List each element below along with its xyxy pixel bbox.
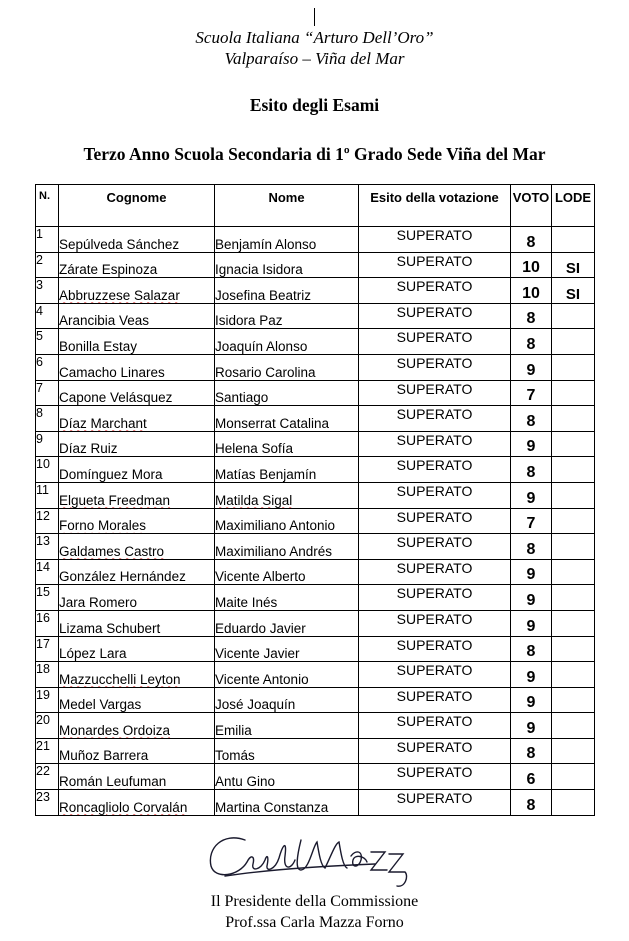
table-row: [36, 585, 595, 611]
voto-cell: 8: [511, 636, 552, 662]
esito-cell: SUPERATO: [359, 252, 511, 278]
lode-cell: [552, 713, 595, 739]
voto-cell: 10: [511, 278, 552, 304]
row-number: 13: [36, 534, 59, 560]
lode-cell: [552, 636, 595, 662]
table-row: [36, 559, 595, 585]
nome-cell: Vicente Javier: [215, 636, 359, 662]
nome-cell: Matilda Sigal: [215, 482, 359, 508]
row-number: 16: [36, 610, 59, 636]
voto-cell: 8: [511, 406, 552, 432]
table-row: [36, 380, 595, 406]
row-number: 1: [36, 227, 59, 253]
lode-cell: [552, 508, 595, 534]
row-number: 22: [36, 764, 59, 790]
cognome-cell: Camacho Linares: [59, 354, 215, 380]
table-row: [36, 713, 595, 739]
column-header-number: N.: [36, 185, 59, 227]
table-row: [36, 662, 595, 688]
row-number: 5: [36, 329, 59, 355]
nome-cell: Benjamín Alonso: [215, 227, 359, 253]
exam-title: Esito degli Esami: [249, 95, 380, 115]
cognome-cell: Zárate Espinoza: [59, 252, 215, 278]
voto-cell: 10: [511, 252, 552, 278]
cognome-cell: Román Leufuman: [59, 764, 215, 790]
column-header-voto: VOTO: [511, 185, 552, 227]
esito-cell: SUPERATO: [359, 508, 511, 534]
voto-cell: 8: [511, 457, 552, 483]
lode-cell: [552, 764, 595, 790]
table-row: [36, 508, 595, 534]
table-row: [36, 687, 595, 713]
voto-cell: 6: [511, 764, 552, 790]
table-row: [36, 764, 595, 790]
nome-cell: Rosario Carolina: [215, 354, 359, 380]
cognome-cell: Medel Vargas: [59, 687, 215, 713]
nome-cell: Santiago: [215, 380, 359, 406]
row-number: 21: [36, 738, 59, 764]
nome-cell: Emilia: [215, 713, 359, 739]
table-header-row: [36, 185, 595, 227]
nome-cell: Helena Sofía: [215, 431, 359, 457]
nome-cell: Isidora Paz: [215, 303, 359, 329]
cognome-cell: Díaz Ruiz: [59, 431, 215, 457]
school-name: Scuola Italiana “Arturo Dell’Oro”: [195, 28, 434, 47]
nome-cell: Martina Constanza: [215, 790, 359, 816]
nome-cell: Maximiliano Antonio: [215, 508, 359, 534]
nome-cell: Tomás: [215, 738, 359, 764]
esito-cell: SUPERATO: [359, 380, 511, 406]
nome-cell: Eduardo Javier: [215, 610, 359, 636]
lode-cell: [552, 687, 595, 713]
lode-cell: [552, 406, 595, 432]
nome-cell: Ignacia Isidora: [215, 252, 359, 278]
table-row: [36, 534, 595, 560]
cognome-cell: Domínguez Mora: [59, 457, 215, 483]
row-number: 3: [36, 278, 59, 304]
esito-cell: SUPERATO: [359, 559, 511, 585]
esito-cell: SUPERATO: [359, 227, 511, 253]
esito-cell: SUPERATO: [359, 303, 511, 329]
table-row: [36, 610, 595, 636]
table-row: [36, 354, 595, 380]
cognome-cell: López Lara: [59, 636, 215, 662]
esito-cell: SUPERATO: [359, 278, 511, 304]
esito-cell: SUPERATO: [359, 534, 511, 560]
text-cursor: [314, 8, 315, 26]
cognome-cell: Galdames Castro: [59, 534, 215, 560]
nome-cell: Maximiliano Andrés: [215, 534, 359, 560]
table-row: [36, 431, 595, 457]
column-header-cognome: Cognome: [59, 185, 215, 227]
results-table: [35, 184, 595, 816]
row-number: 7: [36, 380, 59, 406]
signature: [205, 826, 415, 896]
row-number: 10: [36, 457, 59, 483]
esito-cell: SUPERATO: [359, 662, 511, 688]
esito-cell: SUPERATO: [359, 354, 511, 380]
voto-cell: 7: [511, 380, 552, 406]
lode-cell: [552, 534, 595, 560]
nome-cell: José Joaquín: [215, 687, 359, 713]
lode-cell: [552, 610, 595, 636]
row-number: 17: [36, 636, 59, 662]
row-number: 20: [36, 713, 59, 739]
voto-cell: 9: [511, 687, 552, 713]
row-number: 18: [36, 662, 59, 688]
voto-cell: 8: [511, 303, 552, 329]
voto-cell: 8: [511, 738, 552, 764]
row-number: 6: [36, 354, 59, 380]
cognome-cell: Lizama Schubert: [59, 610, 215, 636]
row-number: 15: [36, 585, 59, 611]
table-row: [36, 303, 595, 329]
esito-cell: SUPERATO: [359, 610, 511, 636]
cognome-cell: González Hernández: [59, 559, 215, 585]
cognome-cell: Jara Romero: [59, 585, 215, 611]
lode-cell: [552, 790, 595, 816]
esito-cell: SUPERATO: [359, 482, 511, 508]
lode-cell: SI: [552, 252, 595, 278]
lode-cell: [552, 303, 595, 329]
cognome-cell: Sepúlveda Sánchez: [59, 227, 215, 253]
esito-cell: SUPERATO: [359, 406, 511, 432]
nome-cell: Joaquín Alonso: [215, 329, 359, 355]
president-name: Prof.ssa Carla Mazza Forno: [225, 914, 404, 931]
nome-cell: Matías Benjamín: [215, 457, 359, 483]
row-number: 12: [36, 508, 59, 534]
voto-cell: 8: [511, 329, 552, 355]
table-row: [36, 227, 595, 253]
nome-cell: Vicente Antonio: [215, 662, 359, 688]
column-header-nome: Nome: [215, 185, 359, 227]
cognome-cell: Monardes Ordoiza: [59, 713, 215, 739]
lode-cell: [552, 738, 595, 764]
table-row: [36, 738, 595, 764]
cognome-cell: Abbruzzese Salazar: [59, 278, 215, 304]
voto-cell: 9: [511, 559, 552, 585]
president-label: Il Presidente della Commissione: [210, 893, 419, 910]
esito-cell: SUPERATO: [359, 457, 511, 483]
cognome-cell: Mazzucchelli Leyton: [59, 662, 215, 688]
column-header-esito: Esito della votazione: [359, 185, 511, 227]
lode-cell: [552, 354, 595, 380]
lode-cell: [552, 585, 595, 611]
cognome-cell: Elgueta Freedman: [59, 482, 215, 508]
nome-cell: Monserrat Catalina: [215, 406, 359, 432]
cognome-cell: Forno Morales: [59, 508, 215, 534]
lode-cell: [552, 457, 595, 483]
lode-cell: [552, 380, 595, 406]
row-number: 2: [36, 252, 59, 278]
table-row: [36, 329, 595, 355]
esito-cell: SUPERATO: [359, 738, 511, 764]
lode-cell: [552, 227, 595, 253]
lode-cell: [552, 559, 595, 585]
lode-cell: [552, 662, 595, 688]
esito-cell: SUPERATO: [359, 329, 511, 355]
cognome-cell: Díaz Marchant: [59, 406, 215, 432]
lode-cell: [552, 482, 595, 508]
voto-cell: 9: [511, 482, 552, 508]
cognome-cell: Bonilla Estay: [59, 329, 215, 355]
voto-cell: 7: [511, 508, 552, 534]
esito-cell: SUPERATO: [359, 713, 511, 739]
voto-cell: 9: [511, 585, 552, 611]
lode-cell: [552, 329, 595, 355]
voto-cell: 9: [511, 662, 552, 688]
row-number: 8: [36, 406, 59, 432]
table-row: [36, 790, 595, 816]
row-number: 14: [36, 559, 59, 585]
table-row: [36, 457, 595, 483]
voto-cell: 9: [511, 354, 552, 380]
nome-cell: Josefina Beatriz: [215, 278, 359, 304]
voto-cell: 8: [511, 534, 552, 560]
table-row: [36, 252, 595, 278]
lode-cell: [552, 431, 595, 457]
voto-cell: 8: [511, 790, 552, 816]
voto-cell: 9: [511, 610, 552, 636]
row-number: 11: [36, 482, 59, 508]
cognome-cell: Muñoz Barrera: [59, 738, 215, 764]
voto-cell: 9: [511, 713, 552, 739]
esito-cell: SUPERATO: [359, 431, 511, 457]
table-row: [36, 636, 595, 662]
row-number: 9: [36, 431, 59, 457]
class-title: Terzo Anno Scuola Secondaria di 1º Grado Sede Viña del Mar: [83, 144, 546, 164]
school-location: Valparaíso – Viña del Mar: [224, 49, 405, 68]
cognome-cell: Capone Velásquez: [59, 380, 215, 406]
cognome-cell: Arancibia Veas: [59, 303, 215, 329]
esito-cell: SUPERATO: [359, 687, 511, 713]
row-number: 23: [36, 790, 59, 816]
table-row: [36, 278, 595, 304]
esito-cell: SUPERATO: [359, 790, 511, 816]
row-number: 19: [36, 687, 59, 713]
nome-cell: Maite Inés: [215, 585, 359, 611]
voto-cell: 9: [511, 431, 552, 457]
lode-cell: SI: [552, 278, 595, 304]
esito-cell: SUPERATO: [359, 585, 511, 611]
column-header-lode: LODE: [552, 185, 595, 227]
row-number: 4: [36, 303, 59, 329]
nome-cell: Antu Gino: [215, 764, 359, 790]
table-row: [36, 406, 595, 432]
esito-cell: SUPERATO: [359, 636, 511, 662]
nome-cell: Vicente Alberto: [215, 559, 359, 585]
table-row: [36, 482, 595, 508]
voto-cell: 8: [511, 227, 552, 253]
esito-cell: SUPERATO: [359, 764, 511, 790]
cognome-cell: Roncagliolo Corvalán: [59, 790, 215, 816]
